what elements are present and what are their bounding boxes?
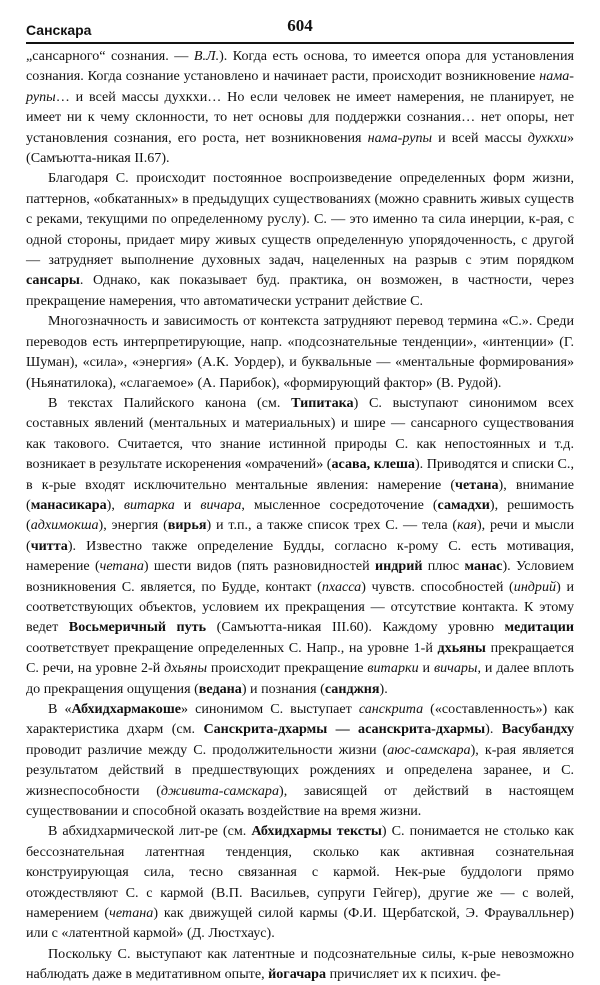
italic-term: витарка <box>123 496 175 513</box>
bold-term: манас <box>464 558 503 575</box>
text-run: прекращается С. речи, на уровне 2-й <box>26 639 575 677</box>
italic-term: В.Л. <box>193 48 220 64</box>
bold-term: читта <box>30 537 68 554</box>
text-run: Поскольку С. выступают как латентные и подсознательные силы, к-рые невозможно наблюдать даже в медитативном опыте, <box>26 945 574 983</box>
bold-term: медитации <box>504 619 574 636</box>
text-run: проводит различие между С. продолжительности жизни ( <box>26 741 388 758</box>
text-run: ), решимость ( <box>26 496 574 534</box>
text-run: ) и соответствующих объектов, условием их прекращения — отсутствие контакта. К этому ведет <box>26 578 574 636</box>
italic-term: кая <box>457 517 477 534</box>
text-run: ). Приводятся и списки С., в к-рые входят исключительно ментальные явления: намерение ( <box>26 456 574 493</box>
page-number: 604 <box>287 16 313 35</box>
bold-term: йогачара <box>268 966 327 983</box>
paragraph <box>26 944 574 985</box>
text-run: ). Известно также определение Будды, согласно к-рому С. есть мотивация, намерение ( <box>26 537 574 575</box>
bold-term: Типитака <box>291 394 354 411</box>
text-run: , и далее вплоть до прекращения ощущения ( <box>26 660 574 697</box>
text-run: » синонимом С. выступает <box>181 701 359 717</box>
text-run: , мысленное сосредоточение ( <box>241 496 438 513</box>
text-run: Многозначность и зависимость от контекста затрудняют перевод термина «С.». Среди переводов есть интерпретирующие, напр. «подсознательные тенденции», «интенции» (Г. Шуман), «сила», «энергия» (А.К. Уордер), и буквальные — «ментальные формирования» (Ньянатилока), «слагаемое» (А. Парибок), «формирующий фактор» (В. Рудой). <box>26 313 574 391</box>
text-run: » (Самъютта-никая II.67). <box>26 129 574 167</box>
header-rule <box>26 42 574 44</box>
bold-term: вирья <box>167 517 207 534</box>
bold-term: Абхидхармы тексты <box>251 823 382 840</box>
italic-term: адхимокша <box>30 517 99 534</box>
bold-term: Васубандху <box>501 721 575 738</box>
italic-term: четана <box>99 558 144 575</box>
italic-term: нама-рупы <box>367 129 433 146</box>
italic-term: духкхи <box>527 129 567 146</box>
paragraph <box>26 311 574 393</box>
text-run: ) шести видов (пять разновидностей <box>143 558 375 575</box>
text-run: ) как движущей силой кармы (Ф.И. Щербатской, Э. Фраувалльнер) или с «латентной кармой» (Д. Люстхаус). <box>26 905 574 942</box>
text-run: ) С. выступают синонимом всех составных явлений (ментальных и материальных) и шире — сансарного существования как такового. Считается, что знание истинной природы С. как непостоянных и т.д. возникает в результате искоренения «омрачений» ( <box>26 394 574 473</box>
text-run: … и всей массы духкхи… Но если человек не имеет намерения, не планирует, не имеет ни к чему склонности, то нет основы для поддержки сознания… нет опоры, нет установления сознания, его роста, нет возникновения <box>26 88 574 146</box>
text-run: ), речи и мысли ( <box>26 517 574 554</box>
text-run: . Однако, как показывает буд. практика, он возможен, в частности, через прекращение намерения, что автоматически устранит действие С. <box>26 272 574 309</box>
text-run: ). <box>379 680 388 697</box>
article-body <box>26 46 575 983</box>
italic-term: вичара <box>200 496 242 513</box>
italic-term: пхасса <box>321 578 362 595</box>
text-run: и <box>418 660 434 677</box>
text-run: плюс <box>422 558 465 575</box>
bold-term: ведана <box>198 680 242 697</box>
paragraph <box>26 821 574 943</box>
italic-term: индрий <box>513 578 557 595</box>
text-run: ). Условием возникновения С. является, по Будде, контакт ( <box>26 558 574 595</box>
text-run: „сансарного“ сознания. — <box>26 48 194 64</box>
bold-term: Восьмеричный путь <box>68 619 207 636</box>
text-run: ) и т.п., а также список трех С. — тела ( <box>206 517 458 534</box>
bold-term: Абхидхармакоше <box>71 701 181 717</box>
text-run: и всей массы <box>432 129 528 146</box>
bold-term: дхьяны <box>437 639 486 656</box>
text-run: ) чувств. способностей ( <box>361 578 514 595</box>
text-run: ) и познания ( <box>241 680 325 697</box>
text-run: ), внимание ( <box>26 476 574 513</box>
text-run: причисляет их к психич. фе- <box>326 966 501 983</box>
bold-term: санджня <box>324 680 380 697</box>
text-run: («составленность») как характеристика дхарм (см. <box>26 701 575 738</box>
text-run: ). <box>485 721 502 738</box>
text-run: В « <box>48 701 72 717</box>
text-run: ), зависящей от действий в настоящем существовании и способной оказать воздействие на время жизни. <box>26 782 574 820</box>
paragraph <box>26 46 574 168</box>
bold-term: индрий <box>374 558 423 575</box>
text-run: происходит прекращение <box>207 660 368 677</box>
text-run: ). Когда есть основа, то имеется опора для установления сознания. Когда сознание установлено и начинает расти, происходит возникновение <box>26 48 574 85</box>
italic-term: нама-рупы <box>26 68 574 105</box>
page-header <box>26 14 574 38</box>
paragraph <box>26 393 574 699</box>
bold-term: сансары <box>26 272 80 289</box>
text-run: и <box>174 496 201 513</box>
text-run: ), к-рая является результатом действий в предшествующих рождениях и определена заранее, и С. жизнеспособности ( <box>26 741 574 799</box>
italic-term: дживита-самскара <box>160 782 280 799</box>
italic-term: аюс-самскара <box>387 741 471 758</box>
bold-term: Санскрита-дхармы — асанскрита-дхармы <box>203 721 486 738</box>
text-run: соответствует прекращение определенных С. Напр., на уровне 1-й <box>26 639 438 656</box>
bold-term: самадхи <box>437 496 490 513</box>
italic-term: дхьяны <box>164 660 208 677</box>
text-run: Благодаря С. происходит постоянное воспроизведение определенных форм жизни, паттернов, «обкатанных» в предыдущих существованиях (можно сравнить живых существ с реками, текущими по определенному руслу). С. — это именно та сила инерции, к-рая, с одной стороны, придает миру живых существ определенную упорядоченность, с другой — затрудняет выполнение духовных задач, нацеленных на разрыв с этим порядком <box>26 170 574 269</box>
text-run: (Самъютта-никая III.60). Каждому уровню <box>206 619 505 636</box>
bold-term: манасикара <box>30 496 107 513</box>
text-run: ), энергия ( <box>98 517 168 534</box>
paragraph <box>26 699 574 821</box>
bold-term: асава, клеша <box>331 456 415 473</box>
bold-term: четана <box>455 476 499 493</box>
italic-term: вичары <box>433 660 478 677</box>
text-run: В абхидхармической лит-ре (см. <box>48 823 252 840</box>
running-title: Санскара <box>26 22 92 38</box>
italic-term: санскрита <box>358 701 424 717</box>
italic-term: четана <box>109 905 154 922</box>
paragraph <box>26 168 574 311</box>
text-run: ), <box>106 496 124 513</box>
text-run: ) С. понимается не столько как бессознательная латентная тенденция, сколько как активная сознательная конструирующая сила, тесно связанная с кармой. Нек-рые буддологи прямо отождествляют С. с кармой (В.П. Васильев, супруги Гейгер), другие же — с волей, намерением ( <box>26 823 574 922</box>
text-run: В текстах Палийского канона (см. <box>48 394 292 411</box>
italic-term: витарки <box>367 660 419 677</box>
